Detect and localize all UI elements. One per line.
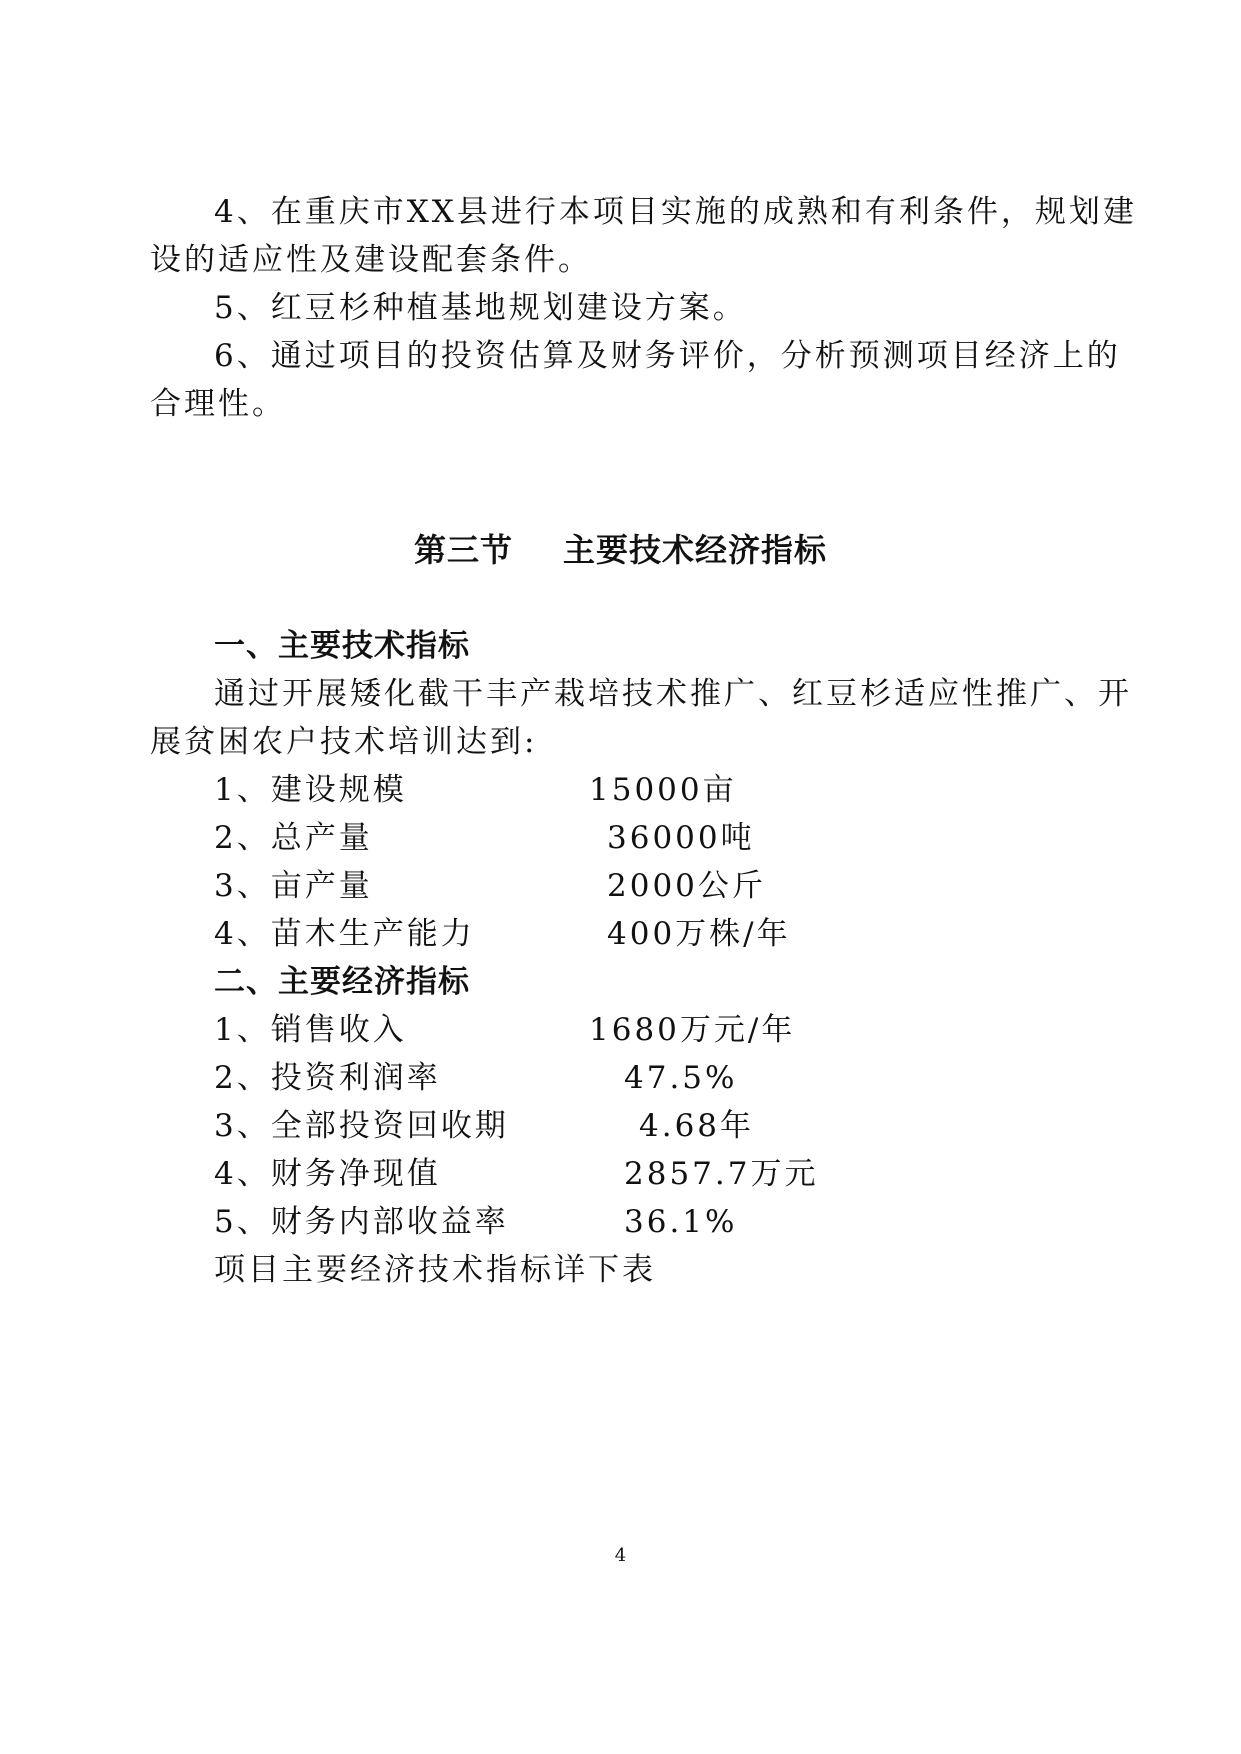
page-number: 4	[614, 1545, 627, 1566]
item-label: 2、总产量	[214, 820, 373, 856]
item-value: 4.68年	[639, 1108, 755, 1144]
technical-indicators-heading: 一、主要技术指标	[214, 628, 470, 664]
paragraph-6-line-1: 6、通过项目的投资估算及财务评价，分析预测项目经济上的	[214, 338, 1121, 374]
item-value: 1680万元/年	[589, 1012, 796, 1048]
item-label: 4、财务净现值	[214, 1156, 441, 1192]
economic-indicators-heading: 二、主要经济指标	[214, 964, 470, 1000]
section-number: 第三节	[413, 531, 513, 569]
item-label: 1、建设规模	[214, 772, 407, 808]
paragraph-5: 5、红豆杉种植基地规划建设方案。	[214, 290, 747, 326]
item-label: 3、亩产量	[214, 868, 373, 904]
item-value: 36000吨	[607, 820, 755, 856]
item-value: 2857.7万元	[624, 1156, 819, 1192]
item-label: 2、投资利润率	[214, 1060, 441, 1096]
technical-intro-line-2: 展贫困农户技术培训达到:	[150, 724, 538, 760]
item-label: 3、全部投资回收期	[214, 1108, 509, 1144]
item-value: 47.5%	[624, 1060, 738, 1096]
paragraph-4-line-1: 4、在重庆市XX县进行本项目实施的成熟和有利条件，规划建	[214, 194, 1137, 230]
section-heading	[0, 530, 1241, 570]
item-label: 4、苗木生产能力	[214, 916, 475, 952]
technical-intro-line-1: 通过开展矮化截干丰产栽培技术推广、红豆杉适应性推广、开	[214, 676, 1132, 712]
section-title: 主要技术经济指标	[563, 531, 828, 569]
footer-note: 项目主要经济技术指标详下表	[214, 1252, 656, 1288]
item-label: 1、销售收入	[214, 1012, 407, 1048]
item-value: 36.1%	[624, 1204, 738, 1240]
item-value: 15000亩	[589, 772, 737, 808]
item-value: 2000公斤	[607, 868, 766, 904]
paragraph-4-line-2: 设的适应性及建设配套条件。	[150, 242, 592, 278]
paragraph-6-line-2: 合理性。	[150, 386, 286, 422]
item-label: 5、财务内部收益率	[214, 1204, 509, 1240]
item-value: 400万株/年	[607, 916, 791, 952]
